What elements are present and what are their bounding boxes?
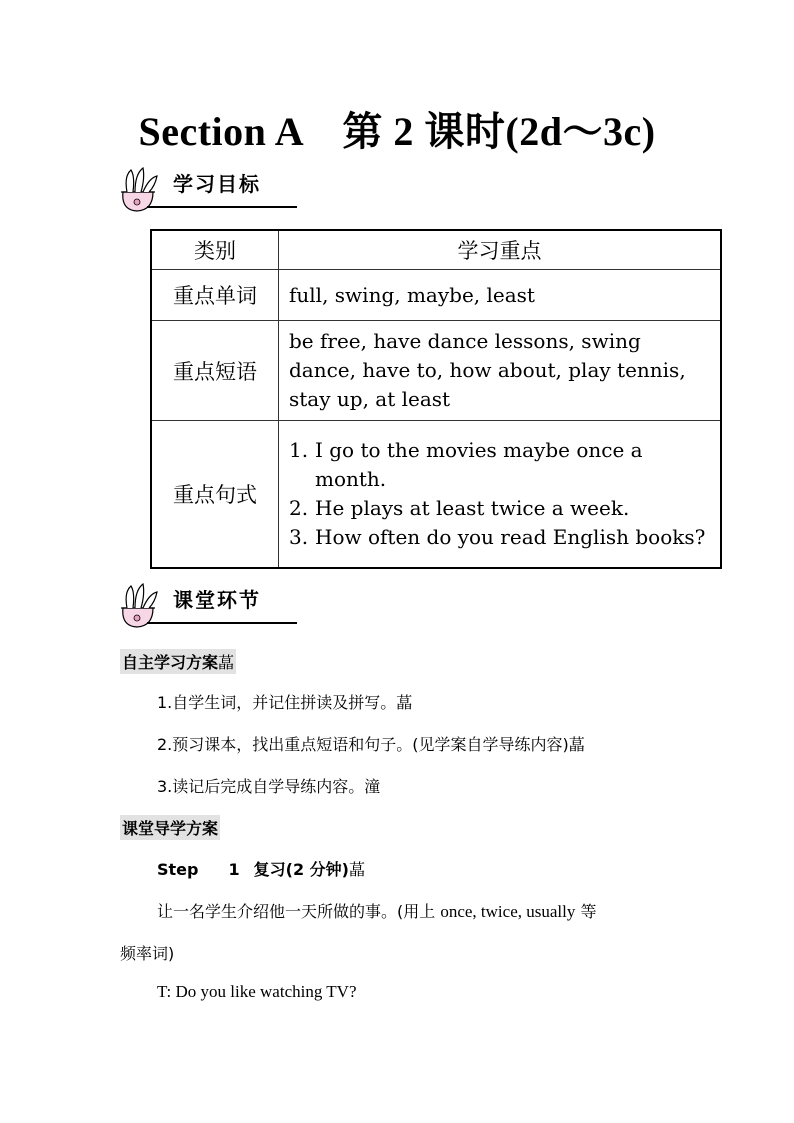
objectives-table: [150, 229, 722, 569]
list-number: 2.: [289, 496, 309, 520]
intro-paragraph-cont: 频率词): [120, 944, 175, 963]
step-title: 复习(2 分钟): [253, 860, 349, 879]
table-header: 类别: [151, 230, 279, 270]
table-cell-content: full, swing, maybe, least: [279, 270, 722, 321]
self-study-heading-text: 自主学习方案: [122, 653, 219, 672]
step-number: 1: [228, 860, 240, 879]
table-cell-category: 重点句式: [151, 421, 279, 569]
table-cell-category: 重点短语: [151, 321, 279, 421]
table-header: 学习重点: [279, 230, 722, 270]
table-row: [151, 270, 721, 321]
self-study-item-mark: 潼: [364, 777, 381, 796]
self-study-heading-mark: 蕌: [218, 653, 235, 672]
self-study-item-text: 3.读记后完成自学导练内容。: [157, 777, 365, 796]
self-study-item: [157, 690, 412, 713]
table-cell-category: 重点单词: [151, 270, 279, 321]
objectives-badge-label: 学习目标: [173, 172, 261, 196]
self-study-heading: [120, 649, 236, 674]
page-title: Section A 第 2 课时(2d～3c): [138, 109, 656, 154]
table-header-row: [151, 230, 721, 270]
list-number: 1.: [289, 438, 309, 462]
self-study-item-mark: 蕌: [396, 693, 413, 712]
list-text: He plays at least twice a week.: [315, 496, 630, 520]
objectives-badge: [117, 166, 297, 212]
table-cell-content: be free, have dance lessons, swing dance, have to, how about, play tennis, stay up, at least: [279, 321, 722, 421]
self-study-item: [157, 774, 380, 797]
self-study-item: [157, 732, 585, 755]
dialogue-line: T: Do you like watching TV?: [157, 982, 357, 1001]
list-text: How often do you read English books?: [315, 525, 706, 549]
list-item: [289, 436, 710, 494]
list-item: [289, 523, 710, 552]
step-label: Step: [157, 860, 199, 879]
intro-text: 让一名学生介绍他一天所做的事。(用上: [157, 902, 441, 921]
self-study-item-text: 2.预习课本，找出重点短语和句子。(见学案自学导练内容): [157, 735, 569, 754]
list-text: I go to the movies maybe once a month.: [315, 438, 643, 491]
self-study-item-mark: 蕌: [568, 735, 585, 754]
table-cell-content: [279, 421, 722, 569]
intro-english: once, twice, usually: [440, 902, 576, 921]
step-heading: [157, 857, 365, 880]
list-item: [289, 494, 710, 523]
step-mark: 蕌: [348, 860, 365, 879]
table-row: [151, 421, 721, 569]
self-study-item-text: 1.自学生词，并记住拼读及拼写。: [157, 693, 397, 712]
intro-text-after: 等: [575, 902, 597, 921]
classroom-badge-label: 课堂环节: [173, 588, 261, 612]
list-number: 3.: [289, 525, 309, 549]
intro-paragraph: [157, 899, 596, 922]
classroom-badge: [117, 582, 297, 628]
guided-heading: 课堂导学方案: [120, 815, 220, 840]
table-row: [151, 321, 721, 421]
